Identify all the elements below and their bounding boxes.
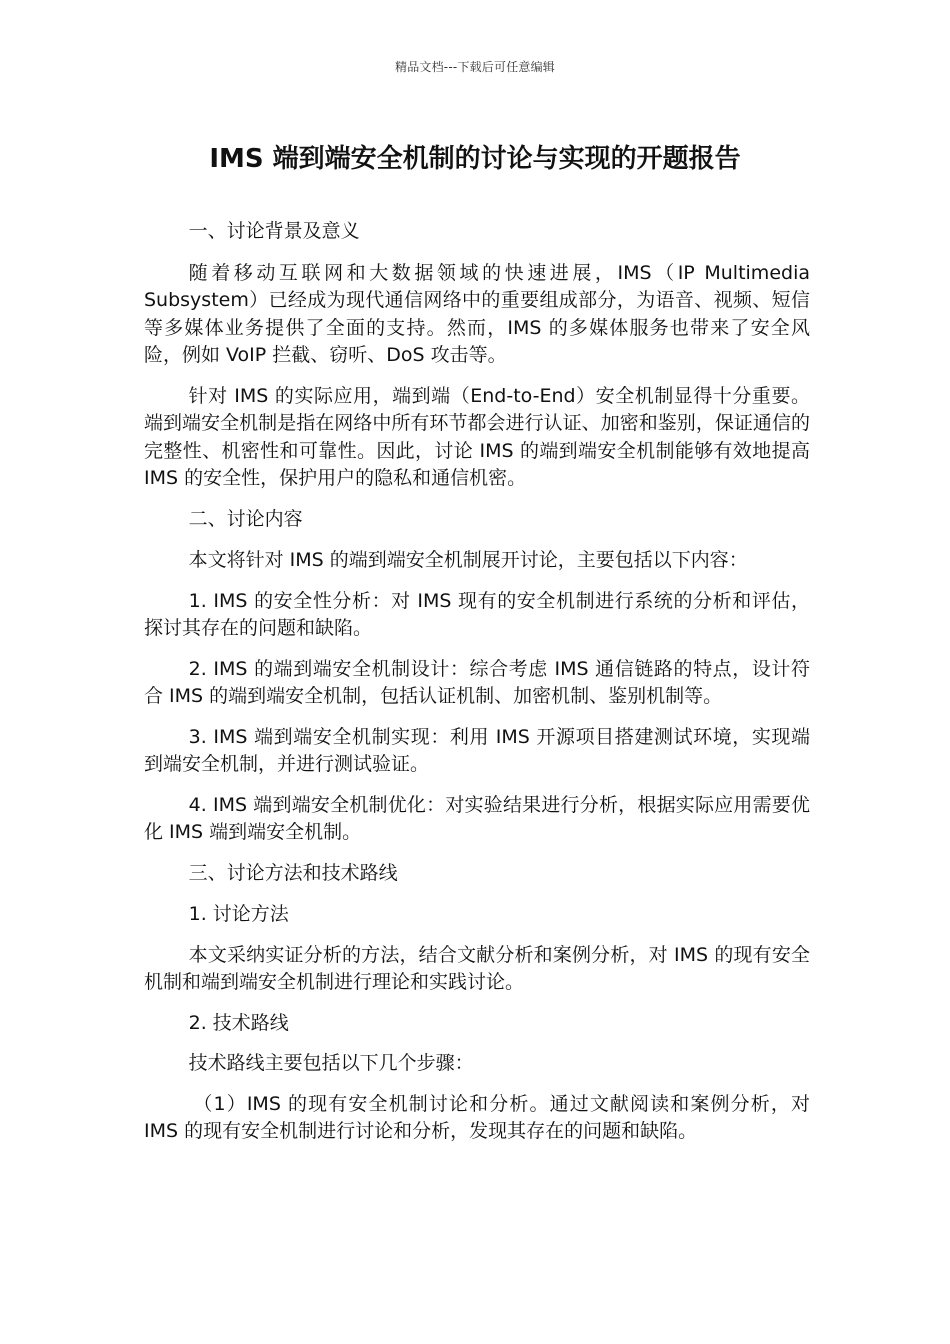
document-body [144,218,810,1159]
list-item-mechanism-implementation: 3. IMS 端到端安全机制实现：利用 IMS 开源项目搭建测试环境，实现端到端安全机制，并进行测试验证。 [144,725,810,775]
paragraph-background-1: 随着移动互联网和大数据领域的快速进展，IMS（IP Multimedia Subsystem）已经成为现代通信网络中的重要组成部分，为语音、视频、短信等多媒体业务提供了全面的支持。然而，IMS 的多媒体服务也带来了安全风险，例如 VoIP 拦截、窃听、DoS 攻击等。 [144,261,810,366]
list-item-security-analysis: 1. IMS 的安全性分析：对 IMS 现有的安全机制进行系统的分析和评估，探讨其存在的问题和缺陷。 [144,589,810,639]
section-heading-background: 一、讨论背景及意义 [188,220,360,242]
paragraph-content-intro: 本文将针对 IMS 的端到端安全机制展开讨论，主要包括以下内容： [188,549,748,571]
page-header: 精品文档---下载后可任意编辑 [395,60,555,74]
section-heading-content: 二、讨论内容 [188,507,303,530]
paragraph-background-2: 针对 IMS 的实际应用，端到端（End-to-End）安全机制显得十分重要。端到端安全机制是指在网络中所有环节都会进行认证、加密和鉴别，保证通信的完整性、机密性和可靠性。因此，讨论 IMS 的端到端安全机制能够有效地提高 IMS 的安全性，保护用户的隐私和通信机密。 [144,384,810,489]
list-item-mechanism-optimization: 4. IMS 端到端安全机制优化：对实验结果进行分析，根据实际应用需要优化 IMS 端到端安全机制。 [144,793,810,843]
list-item-mechanism-design: 2. IMS 的端到端安全机制设计：综合考虑 IMS 通信链路的特点，设计符合 IMS 的端到端安全机制，包括认证机制、加密机制、鉴别机制等。 [144,657,810,707]
paragraph-technical-route-intro: 技术路线主要包括以下几个步骤： [188,1052,474,1074]
subheading-technical-route: 2. 技术路线 [188,1011,289,1034]
list-item-step-1: （1）IMS 的现有安全机制讨论和分析。通过文献阅读和案例分析，对 IMS 的现有安全机制进行讨论和分析，发现其存在的问题和缺陷。 [144,1092,810,1142]
subheading-research-method: 1. 讨论方法 [188,903,289,925]
section-heading-methods: 三、讨论方法和技术路线 [188,861,398,884]
paragraph-research-method: 本文采纳实证分析的方法，结合文献分析和案例分析，对 IMS 的现有安全机制和端到端安全机制进行理论和实践讨论。 [144,943,810,993]
document-title: IMS 端到端安全机制的讨论与实现的开题报告 [209,144,741,174]
